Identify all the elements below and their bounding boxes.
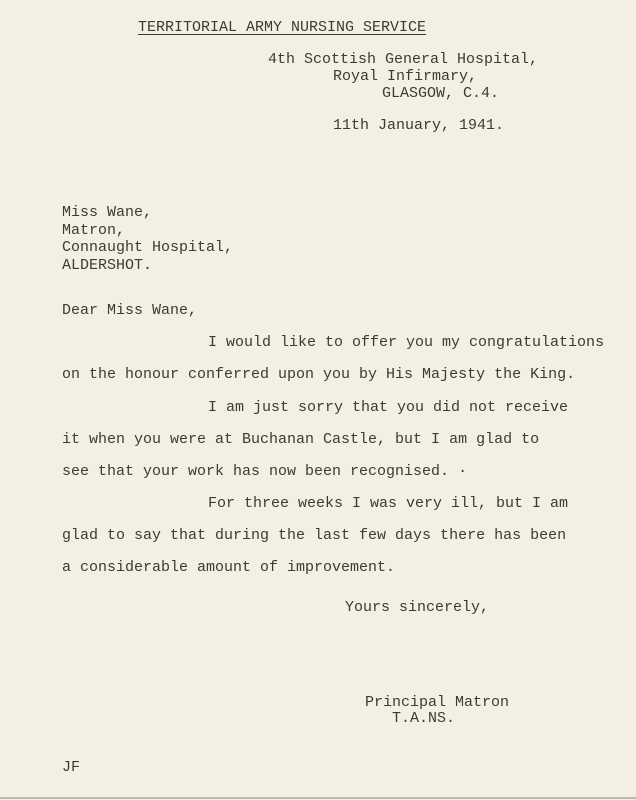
letterhead-title: TERRITORIAL ARMY NURSING SERVICE [138, 19, 427, 36]
body-line: glad to say that during the last few days there has been [62, 527, 567, 544]
letter-date: 11th January, 1941. [333, 117, 505, 134]
signature-line: T.A.NS. [392, 710, 456, 727]
salutation: Dear Miss Wane, [62, 302, 198, 319]
recipient-line: ALDERSHOT. [62, 257, 153, 274]
body-line: For three weeks I was very ill, but I am [208, 495, 569, 512]
recipient-line: Miss Wane, [62, 204, 153, 221]
address-line: Royal Infirmary, [333, 68, 478, 85]
address-line: GLASGOW, C.4. [382, 85, 500, 102]
typist-initials: JF [62, 759, 81, 776]
body-line: it when you were at Buchanan Castle, but I am glad to [62, 431, 540, 448]
body-line: I would like to offer you my congratulations [208, 334, 605, 351]
body-line: see that your work has now been recognised. · [62, 463, 468, 480]
closing: Yours sincerely, [345, 599, 490, 616]
address-line: 4th Scottish General Hospital, [268, 51, 539, 68]
signature-line: Principal Matron [365, 694, 510, 711]
body-line: a considerable amount of improvement. [62, 559, 396, 576]
recipient-line: Connaught Hospital, [62, 239, 234, 256]
body-line: on the honour conferred upon you by His Majesty the King. [62, 366, 576, 383]
recipient-line: Matron, [62, 222, 126, 239]
body-line: I am just sorry that you did not receive [208, 399, 569, 416]
